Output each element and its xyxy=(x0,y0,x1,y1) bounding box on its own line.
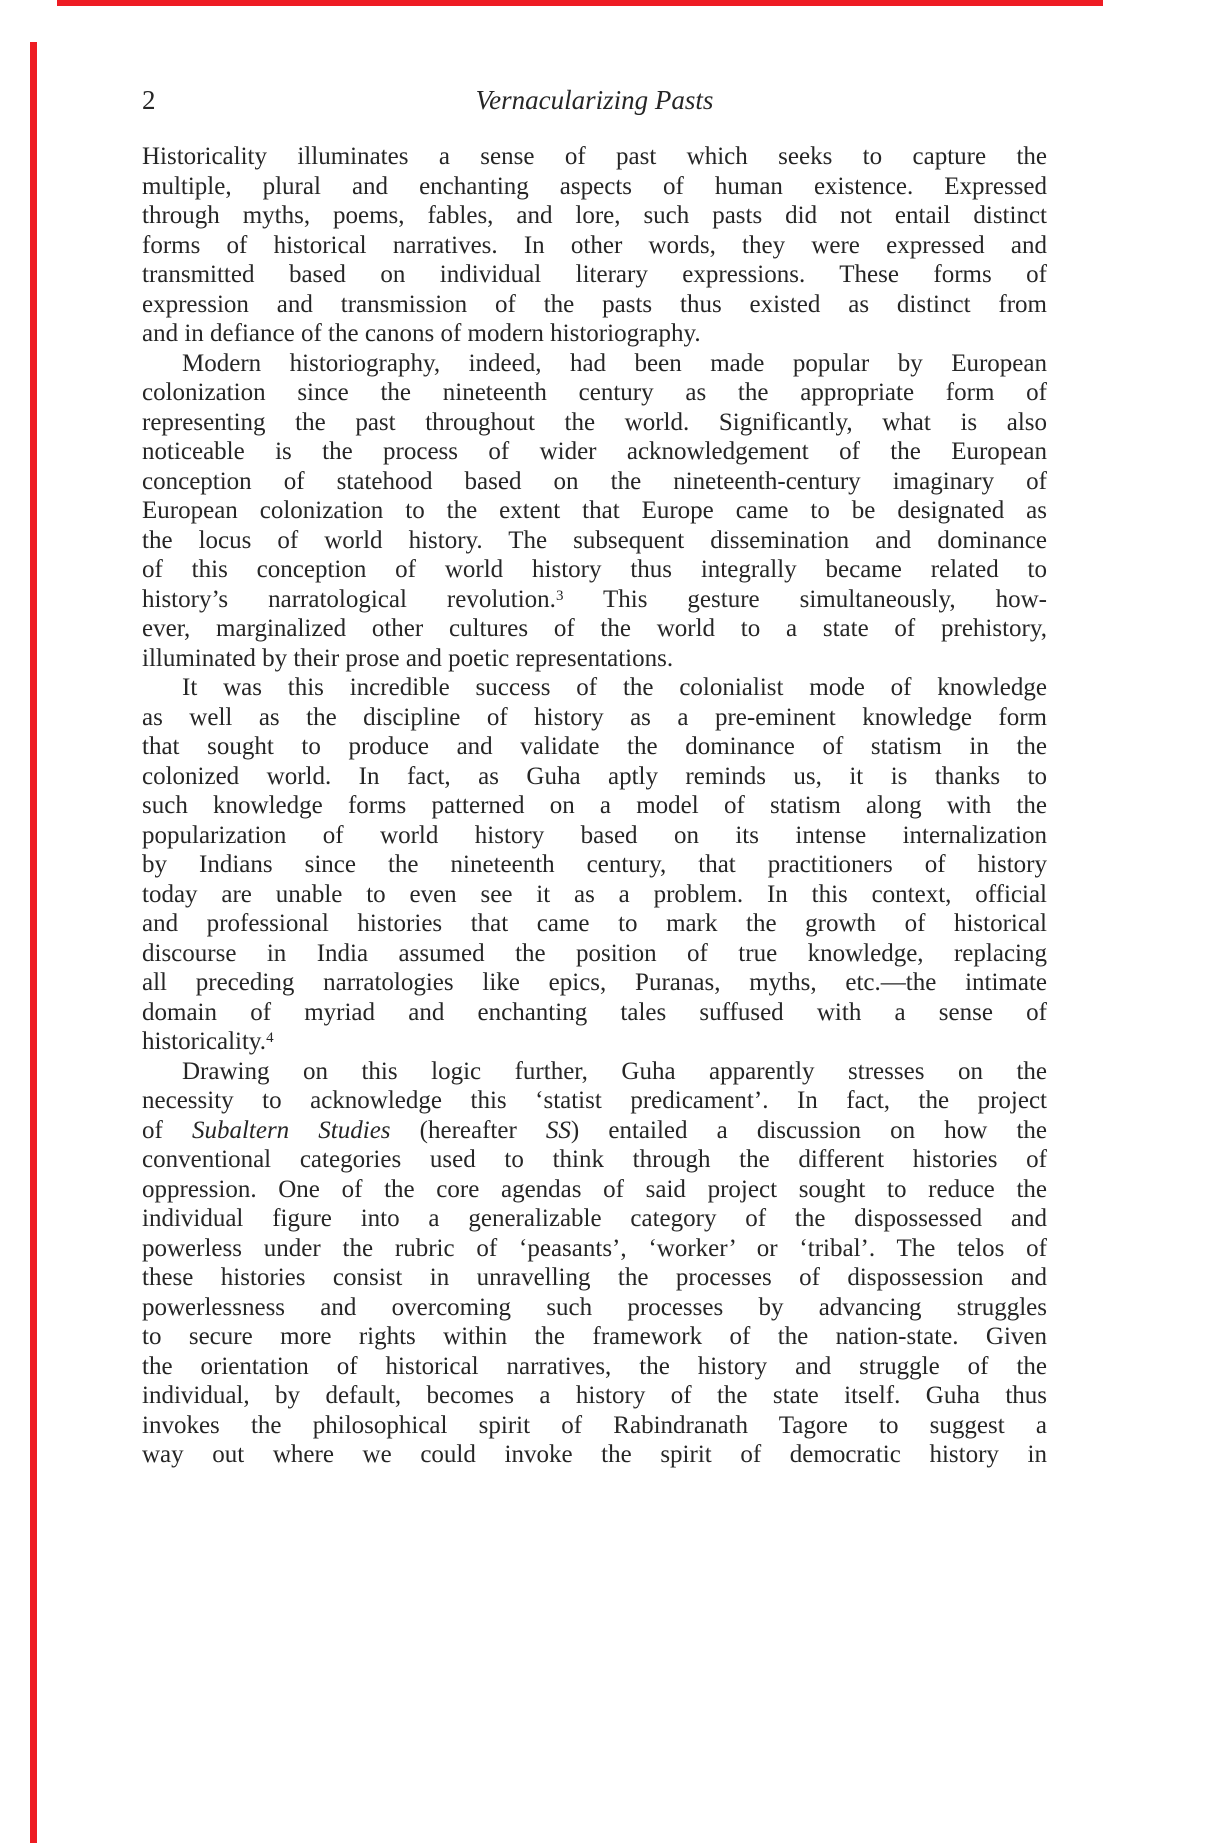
text-line: Drawing on this logic further, Guha apparently stresses on the xyxy=(182,1057,1047,1085)
text-line: It was this incredible success of the colonialist mode of knowledge xyxy=(182,674,1047,701)
text-line: that sought to produce and validate the dominance of statism in the xyxy=(142,733,1047,760)
text-line: necessity to acknowledge this ‘statist predicament’. In fact, the project xyxy=(142,1087,1047,1114)
text-line: representing the past throughout the world. Significantly, what is also xyxy=(142,408,1047,436)
text-line: colonization since the nineteenth century as the appropriate form of xyxy=(142,379,1047,406)
paragraph xyxy=(142,349,1047,674)
paragraph xyxy=(142,673,1047,1057)
text-line: by Indians since the nineteenth century, that practitioners of history xyxy=(142,851,1047,878)
text-line: individual, by default, becomes a history of the state itself. Guha thus xyxy=(142,1382,1047,1409)
text-line: historicality.$^4$ xyxy=(142,1028,274,1055)
text-line: way out where we could invoke the spirit of democratic history in xyxy=(142,1441,1047,1468)
text-line: noticeable is the process of wider acknowledgement of the European xyxy=(142,438,1047,465)
text-line: powerless under the rubric of ‘peasants’, ‘worker’ or ‘tribal’. The telos of xyxy=(142,1234,1047,1262)
text-line: expression and transmission of the pasts thus existed as distinct from xyxy=(142,290,1047,318)
text-line: domain of myriad and enchanting tales suffused with a sense of xyxy=(142,998,1047,1026)
text-line: history’s narratological revolution.$^3$ This gesture simultaneously, how- xyxy=(142,585,1047,613)
page-body xyxy=(142,142,1047,1470)
page-header xyxy=(142,84,1047,116)
text-line: invokes the philosophical spirit of Rabindranath Tagore to suggest a xyxy=(142,1411,1047,1439)
text-line: today are unable to even see it as a problem. In this context, official xyxy=(142,880,1047,908)
text-line: popularization of world history based on its intense internalization xyxy=(142,821,1047,849)
text-line: conception of statehood based on the nineteenth-century imaginary of xyxy=(142,467,1047,495)
text-line: forms of historical narratives. In other words, they were expressed and xyxy=(142,231,1047,259)
paragraph xyxy=(142,1057,1047,1470)
text-line: European colonization to the extent that Europe came to be designated as xyxy=(142,497,1047,524)
text-line: and professional histories that came to mark the growth of historical xyxy=(142,910,1047,937)
text-line: individual figure into a generalizable category of the dispossessed and xyxy=(142,1205,1047,1232)
paragraph xyxy=(142,142,1047,349)
text-line: discourse in India assumed the position of true knowledge, replacing xyxy=(142,939,1047,967)
text-line: all preceding narratologies like epics, Puranas, myths, etc.—the intimate xyxy=(142,969,1047,996)
text-line: the locus of world history. The subsequent dissemination and dominance xyxy=(142,526,1047,554)
text-line: to secure more rights within the framework of the nation-state. Given xyxy=(142,1323,1047,1350)
text-line: ever, marginalized other cultures of the world to a state of prehistory, xyxy=(142,615,1047,642)
text-line: transmitted based on individual literary expressions. These forms of xyxy=(142,261,1047,288)
text-line: these histories consist in unravelling the processes of dispossession and xyxy=(142,1264,1047,1291)
scan-mark-top-edge xyxy=(57,0,1103,6)
running-title: Vernacularizing Pasts xyxy=(475,85,714,115)
text-line: powerlessness and overcoming such processes by advancing struggles xyxy=(142,1293,1047,1321)
text-line: such knowledge forms patterned on a model of statism along with the xyxy=(142,792,1047,819)
text-line: of Subaltern Studies (hereafter SS) entailed a discussion on how the xyxy=(142,1116,1047,1144)
text-line: multiple, plural and enchanting aspects of human existence. Expressed xyxy=(142,172,1047,200)
text-line: the orientation of historical narratives, the history and struggle of the xyxy=(142,1352,1047,1380)
scan-mark-left-edge xyxy=(30,42,37,1843)
text-line: and in defiance of the canons of modern historiography. xyxy=(142,320,701,347)
text-line: Historicality illuminates a sense of past which seeks to capture the xyxy=(142,143,1047,170)
page-number: 2 xyxy=(142,85,156,115)
text-line: Modern historiography, indeed, had been made popular by European xyxy=(182,349,1047,377)
text-line: oppression. One of the core agendas of said project sought to reduce the xyxy=(142,1175,1047,1203)
text-line: conventional categories used to think through the different histories of xyxy=(142,1146,1047,1173)
text-line: colonized world. In fact, as Guha aptly reminds us, it is thanks to xyxy=(142,762,1047,790)
text-line: as well as the discipline of history as a pre-eminent knowledge form xyxy=(142,703,1047,731)
text-line: through myths, poems, fables, and lore, such pasts did not entail distinct xyxy=(142,202,1047,229)
text-line: illuminated by their prose and poetic representations. xyxy=(142,644,674,672)
text-line: of this conception of world history thus integrally became related to xyxy=(142,556,1047,583)
